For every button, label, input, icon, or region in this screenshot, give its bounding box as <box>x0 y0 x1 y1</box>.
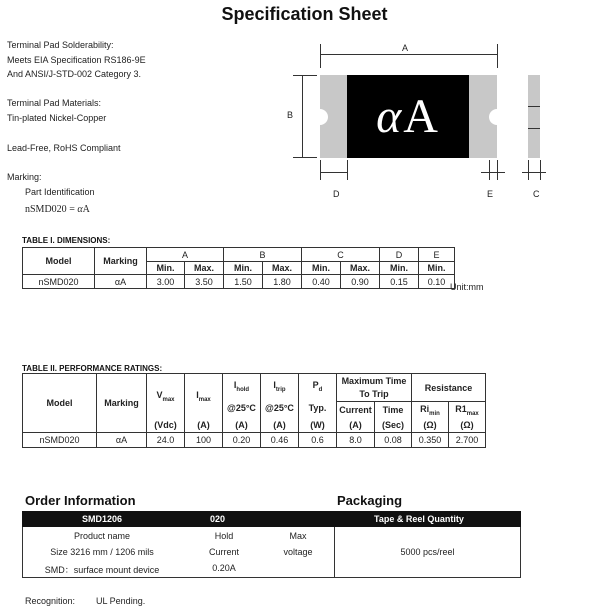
table1-head-model: Model <box>23 248 95 275</box>
table1-cell: 0.10 <box>419 275 455 289</box>
table2-head-r1max: $R1_{max}$ <box>449 402 486 419</box>
page-title: Specification Sheet <box>221 4 388 24</box>
part-id-example <box>25 202 90 217</box>
table1-sub: Max. <box>341 262 380 275</box>
table2-unit-r1max: (Ω) <box>449 419 486 433</box>
order-col2-row3: 0.20A <box>212 563 236 573</box>
table2-cell: 2.700 <box>449 433 486 448</box>
dim-a-ext-right <box>497 44 498 68</box>
dim-e-line <box>481 172 505 173</box>
dim-e-ext-right <box>497 160 498 180</box>
order-header-bar <box>22 511 521 527</box>
table1-group-d: D <box>380 248 419 262</box>
part-id-eq: = <box>69 204 75 215</box>
order-col1-row2: Size 3216 mm / 1206 mils <box>50 547 154 557</box>
recognition-label: Recognition: <box>25 596 76 606</box>
marking-label: Marking: <box>7 172 42 182</box>
table2-cell: 8.0 <box>337 433 375 448</box>
table1-cell: 3.00 <box>147 275 185 289</box>
dim-c-line <box>522 172 546 173</box>
dim-c-ext-right <box>540 160 541 180</box>
table1-sub: Min. <box>380 262 419 275</box>
dim-d-label: D <box>333 189 340 199</box>
order-bar-code: 020 <box>210 514 226 524</box>
table2-unit-ihold: (A) <box>223 419 261 433</box>
table-row <box>23 275 455 289</box>
table1-sub: Min. <box>419 262 455 275</box>
table1-cell: 1.80 <box>263 275 302 289</box>
dim-d-line <box>320 172 347 173</box>
order-col3-row1: Max <box>289 531 307 541</box>
order-col1-row3: SMD：surface mount device <box>44 565 160 575</box>
table1-sub: Min. <box>224 262 263 275</box>
solderability-line1: Meets EIA Specification RS186-9E <box>7 55 146 65</box>
table1-group-a: A <box>147 248 224 262</box>
recognition-value: UL Pending. <box>96 596 146 606</box>
dim-c-ext-left <box>528 160 529 180</box>
performance-table <box>22 373 486 448</box>
table2-unit-time: (Sec) <box>375 419 412 433</box>
table2-cell: 0.20 <box>223 433 261 448</box>
table1-title: TABLE I. DIMENSIONS: <box>22 236 111 245</box>
part-id-mark-letter: A <box>82 204 90 215</box>
table2-marking: αA <box>97 433 147 448</box>
table1-sub: Max. <box>185 262 224 275</box>
dim-d-ext-left <box>320 160 321 180</box>
order-col2-row2: Current <box>208 547 239 557</box>
table2-unit-vmax: (Vdc) <box>147 419 185 433</box>
dim-b-label: B <box>287 110 294 120</box>
body-mark-alpha: α <box>376 90 404 143</box>
table2-unit-imax: (A) <box>185 419 223 433</box>
table2-head-itrip: $I_{trip}$ @25°C <box>261 374 299 419</box>
right-pad-notch <box>489 109 505 125</box>
table1-cell: 0.40 <box>302 275 341 289</box>
table1-sub: Min. <box>147 262 185 275</box>
side-view-line-top <box>528 106 540 107</box>
table2-unit-current: (A) <box>337 419 375 433</box>
table2-head-resistance: Resistance <box>412 374 486 402</box>
materials-value: Tin-plated Nickel-Copper <box>7 113 107 123</box>
table2-cell: 0.08 <box>375 433 412 448</box>
solderability-line2: And ANSI/J-STD-002 Category 3. <box>7 69 142 79</box>
table2-head-ttt: Maximum Time To Trip <box>337 374 412 402</box>
part-id-label: Part Identification <box>25 187 95 197</box>
dim-e-ext-left <box>489 160 490 180</box>
table2-cell: 0.46 <box>261 433 299 448</box>
dim-b-line <box>302 75 303 157</box>
table1-cell: 0.90 <box>341 275 380 289</box>
table1-model: nSMD020 <box>23 275 95 289</box>
dim-a-label: A <box>402 43 409 53</box>
dim-d-ext-right <box>347 160 348 180</box>
table1-group-e: E <box>419 248 455 262</box>
table1-cell: 0.15 <box>380 275 419 289</box>
table2-head-marking: Marking <box>97 374 147 433</box>
left-pad-notch <box>312 109 328 125</box>
component-body <box>347 75 469 158</box>
dim-a-ext-left <box>320 44 321 68</box>
table2-head-ihold: $I_{hold}$ @25°C <box>223 374 261 419</box>
table2-cell: 0.6 <box>299 433 337 448</box>
table1-unit: Unit:mm <box>450 282 484 292</box>
table2-head-pd: $P_d$ Typ. <box>299 374 337 419</box>
order-bar-product: SMD1206 <box>82 514 123 524</box>
table2-cell: 100 <box>185 433 223 448</box>
order-border-bottom <box>22 577 521 578</box>
table2-unit-itrip: (A) <box>261 419 299 433</box>
part-id-model: nSMD020 <box>25 204 67 215</box>
table1-marking: αA <box>95 275 147 289</box>
dim-a-line <box>320 54 497 55</box>
dim-c-label: C <box>533 189 540 199</box>
order-col3-row2: voltage <box>283 547 313 557</box>
table2-head-imax: $I_{max}$ <box>185 374 223 419</box>
table2-head-current: Current <box>337 402 375 419</box>
side-view <box>528 75 540 158</box>
order-bar-qty: Tape & Reel Quantity <box>374 514 464 524</box>
order-col2-row1: Hold <box>214 531 234 541</box>
dim-b-ext-bottom <box>293 157 317 158</box>
table1-sub: Min. <box>302 262 341 275</box>
dim-b-ext-top <box>293 75 317 76</box>
table2-cell: 24.0 <box>147 433 185 448</box>
packaging-heading: Packaging <box>337 493 403 508</box>
table1-head-marking: Marking <box>95 248 147 275</box>
table1-cell: 3.50 <box>185 275 224 289</box>
body-mark-letter: A <box>403 90 440 143</box>
table2-cell: 0.350 <box>412 433 449 448</box>
side-view-line-bottom <box>528 128 540 129</box>
dimensions-table <box>22 247 455 289</box>
part-id-mark-alpha: α <box>77 204 83 215</box>
table-row <box>23 433 486 448</box>
table1-sub: Max. <box>263 262 302 275</box>
order-heading: Order Information <box>25 493 136 508</box>
order-col1-row1: Product name <box>73 531 131 541</box>
materials-label: Terminal Pad Materials: <box>7 98 102 108</box>
table1-group-b: B <box>224 248 302 262</box>
table2-model: nSMD020 <box>23 433 97 448</box>
table1-cell: 1.50 <box>224 275 263 289</box>
table2-head-vmax: $V_{max}$ <box>147 374 185 419</box>
table2-unit-rmin: (Ω) <box>412 419 449 433</box>
compliance-text: Lead-Free, RoHS Compliant <box>7 143 121 153</box>
order-border-right <box>520 527 521 578</box>
dim-e-label: E <box>487 189 494 199</box>
table1-group-c: C <box>302 248 380 262</box>
order-qty: 5000 pcs/reel <box>400 547 455 557</box>
solderability-label: Terminal Pad Solderability: <box>7 40 114 50</box>
table2-unit-pd: (W) <box>299 419 337 433</box>
table2-head-model: Model <box>23 374 97 433</box>
table2-title: TABLE II. PERFORMANCE RATINGS: <box>22 364 163 373</box>
table2-head-rmin: $Ri_{min}$ <box>412 402 449 419</box>
table2-head-time: Time <box>375 402 412 419</box>
